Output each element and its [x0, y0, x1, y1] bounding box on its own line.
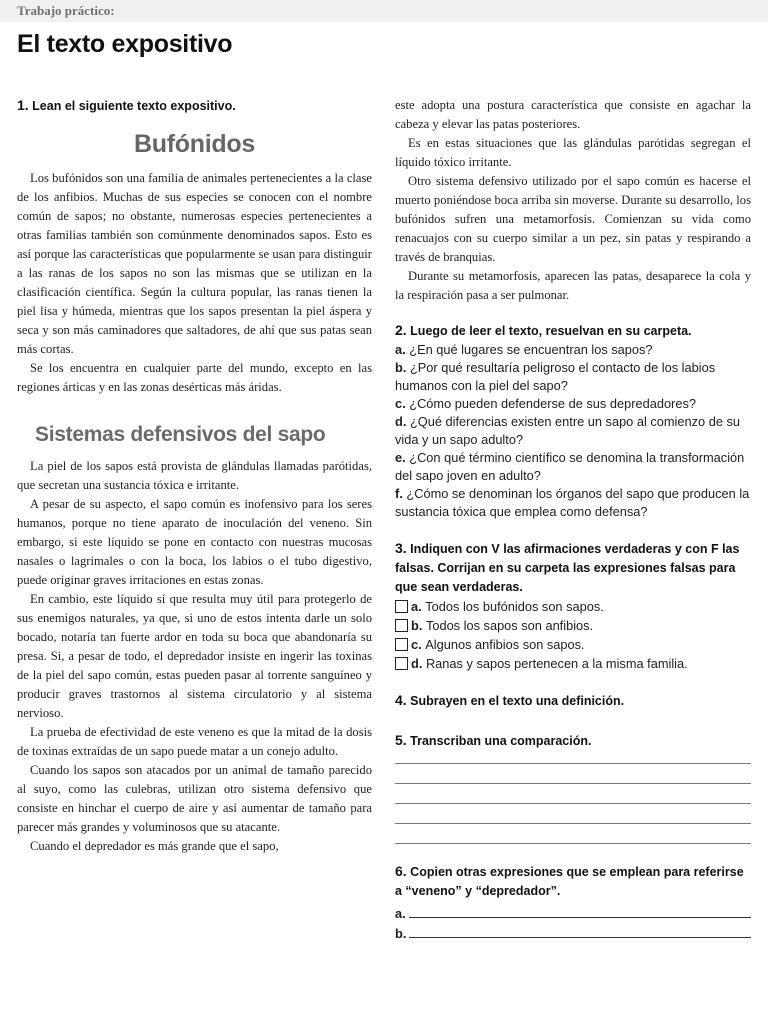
true-false-row [395, 616, 751, 635]
activity-5-title: Transcriban una comparación. [410, 734, 592, 748]
true-false-checkbox[interactable] [395, 657, 408, 670]
answer-line[interactable] [395, 843, 751, 844]
page-top-band [0, 0, 768, 22]
answer-blank[interactable] [409, 917, 751, 918]
article-paragraph: En cambio, este líquido sí que resulta muy útil para protegerlo de sus enemigos naturales, ya que, si uno de estos intenta darle un solo bocado, notaría tan fuerte ardor en toda su boca que abandonaría su presa. Si, a pesar de todo, el depredador insiste en ingerir las toxinas de la piel del sapo común, estas pueden pasar al torrente sanguíneo y producir graves trastornos al sistema circulatorio y al sistema nervioso. [17, 592, 372, 720]
activity-4 [395, 691, 751, 711]
answer-line[interactable] [395, 763, 751, 764]
answer-blank[interactable] [409, 937, 751, 938]
question-letter: c. [395, 396, 406, 411]
question-item [395, 485, 751, 521]
question-letter: f. [395, 486, 403, 501]
statement-text: Todos los bufónidos son sapos. [425, 599, 604, 614]
activity-1-title: Lean el siguiente texto expositivo. [32, 99, 236, 113]
activity-3-number: 3. [395, 540, 407, 556]
activity-1 [17, 96, 372, 116]
article-paragraph: A pesar de su aspecto, el sapo común es inofensivo para los seres humanos, porque no tiene aparato de inoculación del veneno. Sin embargo, si este líquido se pone en contacto con nuestras mucosas nasales o lagrimales o con la boca, los labios o el tubo digestivo, puede originar graves irritaciones en estas zonas. [17, 497, 372, 587]
activity-2-number: 2. [395, 322, 407, 338]
question-letter: d. [395, 414, 407, 429]
article-paragraph: Cuando los sapos son atacados por un animal de tamaño parecido al suyo, como las culebras, utilizan otro sistema defensivo que consiste en hinchar el cuerpo de aire y así aumentar de tamaño para parecer más grandes y voluminosos que su atacante. [17, 763, 372, 834]
article-paragraph: La prueba de efectividad de este veneno es que la mitad de la dosis de toxinas extraídas de un sapo puede matar a un conejo adulto. [17, 725, 372, 758]
activity-6-number: 6. [395, 863, 407, 879]
article-title: Bufónidos [134, 130, 255, 158]
article-paragraph: Se los encuentra en cualquier parte del mundo, excepto en las regiones árticas y en las zonas desérticas más áridas. [17, 361, 372, 394]
article-paragraph: Los bufónidos son una familia de animales pertenecientes a la clase de los anfibios. Muchas de sus especies se conocen con el nombre común de sapos; no obstante, numerosas especies pertenecientes a otras familias también son comúnmente denominados sapos. Esto es así porque las características que popularmente se usan para distinguir a las ranas de los sapos no son las mismas que se utilizan en la clasificación científica. Según la cultura popular, las ranas tienen la piel lisa y húmeda, mientras que los sapos presentan la piel áspera y seca y son más caminadores que saltadores, de ahí que sus patas sean más cortas. [17, 171, 372, 356]
question-text: ¿Cómo se denominan los órganos del sapo que producen la sustancia tóxica que emplea como defensa? [395, 486, 750, 519]
article-section-title: Sistemas defensivos del sapo [35, 423, 326, 446]
answer-line[interactable] [395, 823, 751, 824]
article-paragraph: este adopta una postura característica que consiste en agachar la cabeza y elevar las patas posteriores. [395, 98, 751, 131]
question-item [395, 359, 751, 395]
activity-4-number: 4. [395, 692, 407, 708]
true-false-row [395, 654, 751, 673]
activity-6-title: Copien otras expresiones que se emplean para referirse a “veneno” y “depredador”. [395, 865, 744, 898]
answer-line[interactable] [395, 803, 751, 804]
statement-text: Algunos anfibios son sapos. [425, 637, 585, 652]
true-false-checkbox[interactable] [395, 619, 408, 632]
article-paragraph: Es en estas situaciones que las glándulas parótidas segregan el líquido tóxico irritante. [395, 136, 751, 169]
fill-answer-row [395, 921, 751, 941]
article-paragraph: Durante su metamorfosis, aparecen las patas, desaparece la cola y la respiración pasa a ser pulmonar. [395, 269, 751, 302]
true-false-row [395, 597, 751, 616]
activity-5 [395, 731, 751, 751]
left-column [17, 96, 372, 856]
activity-1-number: 1. [17, 97, 29, 113]
question-item [395, 341, 751, 359]
question-item [395, 413, 751, 449]
question-item [395, 395, 751, 413]
activity-6 [395, 862, 751, 901]
question-letter: e. [395, 450, 406, 465]
activity-3-title: Indiquen con V las afirmaciones verdaderas y con F las falsas. Corrijan en su carpeta las expresiones falsas para que sean verdaderas. [395, 542, 740, 594]
article-paragraph: La piel de los sapos está provista de glándulas llamadas parótidas, que secretan una sustancia tóxica e irritante. [17, 459, 372, 492]
statement-letter: b. [411, 618, 423, 633]
answer-letter: b. [395, 926, 407, 941]
question-item [395, 449, 751, 485]
article-paragraph: Cuando el depredador es más grande que el sapo, [30, 839, 279, 853]
true-false-row [395, 635, 751, 654]
true-false-checkbox[interactable] [395, 638, 408, 651]
question-letter: b. [395, 360, 407, 375]
section-kicker: Trabajo práctico: [17, 3, 115, 18]
answer-letter: a. [395, 906, 406, 921]
true-false-checkbox[interactable] [395, 600, 408, 613]
question-text: ¿Con qué término científico se denomina la transformación del sapo joven en adulto? [395, 450, 745, 483]
activity-2-title: Luego de leer el texto, resuelvan en su carpeta. [410, 324, 692, 338]
activity-5-number: 5. [395, 732, 407, 748]
statement-letter: a. [411, 599, 422, 614]
article-paragraph: Otro sistema defensivo utilizado por el sapo común es hacerse el muerto poniéndose boca arriba sin moverse. Durante su desarrollo, los bufónidos sufren una metamorfosis. Comienzan su vida como renacuajos con su cuerpo similar a un pez, sin patas y respirando a través de branquias. [395, 174, 751, 264]
question-letter: a. [395, 342, 406, 357]
fill-answer-row [395, 901, 751, 921]
page-title: El texto expositivo [17, 30, 233, 58]
question-text: ¿Por qué resultaría peligroso el contacto de los labios humanos con la piel del sapo? [395, 360, 716, 393]
statement-letter: c. [411, 637, 422, 652]
statement-text: Todos los sapos son anfibios. [425, 618, 594, 633]
statement-text: Ranas y sapos pertenecen a la misma familia. [425, 656, 688, 671]
question-text: ¿En qué lugares se encuentran los sapos? [409, 342, 653, 357]
comparison-answer-lines [395, 763, 751, 844]
question-text: ¿Cómo pueden defenderse de sus depredadores? [409, 396, 696, 411]
answer-line[interactable] [395, 783, 751, 784]
right-column [395, 96, 751, 941]
statement-letter: d. [411, 656, 423, 671]
question-text: ¿Qué diferencias existen entre un sapo al comienzo de su vida y un sapo adulto? [395, 414, 741, 447]
activity-4-title: Subrayen en el texto una definición. [410, 694, 625, 708]
activity-3 [395, 539, 751, 597]
activity-2 [395, 321, 751, 341]
